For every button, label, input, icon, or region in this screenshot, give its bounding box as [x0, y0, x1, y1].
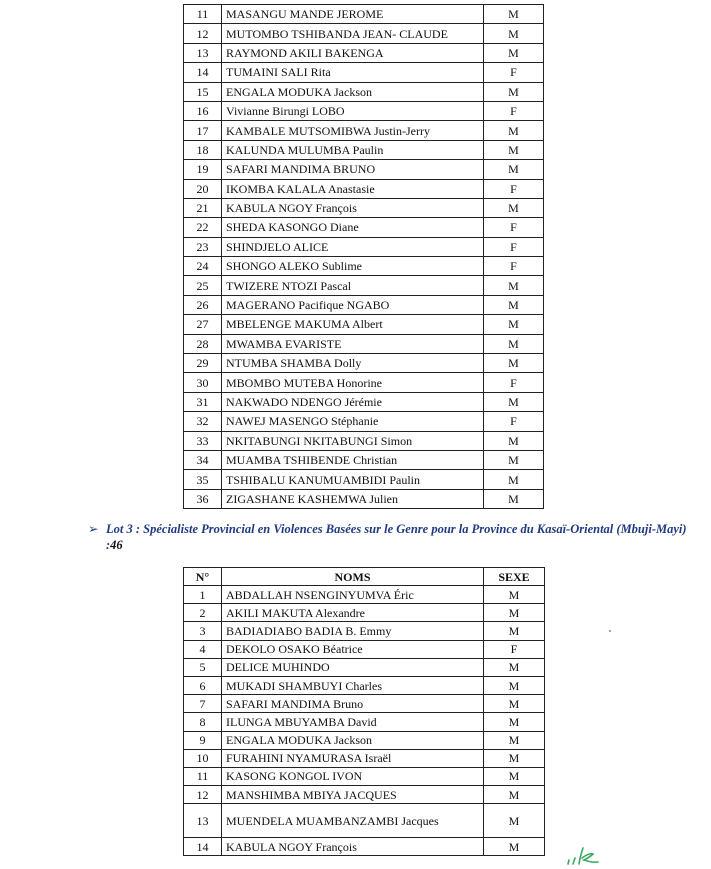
table-row: [184, 431, 544, 450]
row-sex: M: [484, 695, 545, 713]
table-row: [184, 695, 545, 713]
table-row: [184, 373, 544, 392]
row-sex: F: [484, 373, 544, 392]
row-sex: M: [484, 749, 545, 767]
table-row: [184, 412, 544, 431]
row-sex: M: [484, 622, 545, 640]
row-sex: M: [484, 731, 545, 749]
row-name: TSHIBALU KANUMUAMBIDI Paulin: [222, 470, 484, 489]
table-row: [184, 392, 544, 411]
row-name: SHONGO ALEKO Sublime: [222, 257, 484, 276]
row-number: 31: [184, 392, 222, 411]
row-sex: M: [484, 838, 545, 856]
row-number: 35: [184, 470, 222, 489]
row-name: MBELENGE MAKUMA Albert: [222, 315, 484, 334]
row-sex: M: [484, 392, 544, 411]
row-name: MUENDELA MUAMBANZAMBI Jacques: [222, 804, 484, 838]
row-number: 27: [184, 315, 222, 334]
row-number: 14: [184, 838, 222, 856]
handwritten-initials-icon: [566, 845, 608, 867]
row-number: 14: [184, 63, 222, 82]
table-row: [184, 218, 544, 237]
row-sex: M: [484, 43, 544, 62]
row-number: 32: [184, 412, 222, 431]
row-name: ZIGASHANE KASHEMWA Julien: [222, 489, 484, 508]
row-name: Vivianne Birungi LOBO: [222, 101, 484, 120]
row-name: NKITABUNGI NKITABUNGI Simon: [222, 431, 484, 450]
table-row: [184, 43, 544, 62]
row-number: 9: [184, 731, 222, 749]
row-name: BADIADIABO BADIA B. Emmy: [222, 622, 484, 640]
row-sex: F: [484, 63, 544, 82]
row-name: KASONG KONGOL IVON: [222, 767, 484, 785]
row-sex: F: [484, 218, 544, 237]
table-row: [184, 622, 545, 640]
row-name: ABDALLAH NSENGINYUMVA Éric: [222, 586, 484, 604]
row-name: MUTOMBO TSHIBANDA JEAN- CLAUDE: [222, 24, 484, 43]
table-row: [184, 838, 545, 856]
row-sex: M: [484, 767, 545, 785]
row-sex: F: [484, 257, 544, 276]
row-number: 30: [184, 373, 222, 392]
row-number: 2: [184, 604, 222, 622]
row-name: TUMAINI SALI Rita: [222, 63, 484, 82]
row-number: 16: [184, 101, 222, 120]
row-name: KABULA NGOY François: [222, 838, 484, 856]
row-sex: F: [484, 412, 544, 431]
table-row: [184, 101, 544, 120]
table-row: [184, 786, 545, 804]
row-sex: F: [484, 640, 545, 658]
table-row: [184, 713, 545, 731]
table-row: [184, 804, 545, 838]
row-number: 4: [184, 640, 222, 658]
table-row: [184, 749, 545, 767]
table-row: [184, 489, 544, 508]
row-sex: M: [484, 295, 544, 314]
table-row: [184, 586, 545, 604]
table-row: [184, 276, 544, 295]
row-name: SHINDJELO ALICE: [222, 237, 484, 256]
lot3-heading-text: Lot 3 : Spécialiste Provincial en Violences Basées sur le Genre pour la Province du Kasaï-Oriental (Mbuji-Mayi) :: [106, 522, 687, 552]
row-sex: M: [484, 489, 544, 508]
row-number: 21: [184, 198, 222, 217]
row-sex: M: [484, 160, 544, 179]
row-name: KALUNDA MULUMBA Paulin: [222, 140, 484, 159]
table-row: [184, 198, 544, 217]
row-number: 23: [184, 237, 222, 256]
row-number: 13: [184, 43, 222, 62]
row-number: 26: [184, 295, 222, 314]
table-row: [184, 160, 544, 179]
candidates-table-lot2-continued: [183, 4, 544, 509]
row-number: 8: [184, 713, 222, 731]
table-row: [184, 354, 544, 373]
row-number: 5: [184, 658, 222, 676]
row-name: MUKADI SHAMBUYI Charles: [222, 676, 484, 694]
table-row: [184, 179, 544, 198]
row-name: FURAHINI NYAMURASA Israël: [222, 749, 484, 767]
row-name: ILUNGA MBUYAMBA David: [222, 713, 484, 731]
table-row: [184, 658, 545, 676]
row-name: KAMBALE MUTSOMIBWA Justin-Jerry: [222, 121, 484, 140]
row-number: 29: [184, 354, 222, 373]
row-number: 18: [184, 140, 222, 159]
row-sex: M: [484, 315, 544, 334]
row-name: SHEDA KASONGO Diane: [222, 218, 484, 237]
scan-speck: [609, 630, 611, 632]
row-sex: M: [484, 431, 544, 450]
row-sex: M: [484, 198, 544, 217]
row-sex: M: [484, 470, 544, 489]
header-names: NOMS: [222, 568, 484, 586]
row-number: 1: [184, 586, 222, 604]
table-row: [184, 731, 545, 749]
table-row: [184, 767, 545, 785]
row-sex: M: [484, 786, 545, 804]
table-row: [184, 450, 544, 469]
row-sex: M: [484, 334, 544, 353]
table-row: [184, 24, 544, 43]
row-number: 36: [184, 489, 222, 508]
row-number: 11: [184, 5, 222, 24]
row-sex: M: [484, 713, 545, 731]
table-row: [184, 640, 545, 658]
candidates-table-lot3: [183, 567, 545, 856]
row-name: SAFARI MANDIMA BRUNO: [222, 160, 484, 179]
row-sex: M: [484, 450, 544, 469]
row-sex: M: [484, 276, 544, 295]
table-row: [184, 82, 544, 101]
row-number: 17: [184, 121, 222, 140]
row-name: RAYMOND AKILI BAKENGA: [222, 43, 484, 62]
row-number: 22: [184, 218, 222, 237]
row-sex: M: [484, 586, 545, 604]
row-sex: M: [484, 82, 544, 101]
row-number: 3: [184, 622, 222, 640]
row-number: 20: [184, 179, 222, 198]
table-row: [184, 295, 544, 314]
row-name: NAWEJ MASENGO Stéphanie: [222, 412, 484, 431]
table-row: [184, 334, 544, 353]
row-sex: M: [484, 804, 545, 838]
row-name: AKILI MAKUTA Alexandre: [222, 604, 484, 622]
row-sex: F: [484, 237, 544, 256]
row-number: 6: [184, 676, 222, 694]
row-sex: M: [484, 5, 544, 24]
row-name: TWIZERE NTOZI Pascal: [222, 276, 484, 295]
row-name: IKOMBA KALALA Anastasie: [222, 179, 484, 198]
row-number: 28: [184, 334, 222, 353]
row-number: 24: [184, 257, 222, 276]
row-name: ENGALA MODUKA Jackson: [222, 82, 484, 101]
row-name: MWAMBA EVARISTE: [222, 334, 484, 353]
row-name: MAGERANO Pacifique NGABO: [222, 295, 484, 314]
row-number: 11: [184, 767, 222, 785]
row-sex: F: [484, 101, 544, 120]
table-row: [184, 257, 544, 276]
arrow-bullet-icon: ➢: [88, 522, 99, 536]
table-row: [184, 5, 544, 24]
table-row: [184, 121, 544, 140]
row-sex: M: [484, 121, 544, 140]
table-row: [184, 315, 544, 334]
lot3-heading: [88, 521, 688, 553]
table-header-row: [184, 568, 545, 586]
table-row: [184, 63, 544, 82]
table-row: [184, 237, 544, 256]
row-name: MBOMBO MUTEBA Honorine: [222, 373, 484, 392]
row-number: 25: [184, 276, 222, 295]
row-number: 19: [184, 160, 222, 179]
row-name: ENGALA MODUKA Jackson: [222, 731, 484, 749]
row-sex: M: [484, 658, 545, 676]
header-sex: SEXE: [484, 568, 545, 586]
row-name: MANSHIMBA MBIYA JACQUES: [222, 786, 484, 804]
row-name: SAFARI MANDIMA Bruno: [222, 695, 484, 713]
row-sex: F: [484, 179, 544, 198]
row-name: DEKOLO OSAKO Béatrice: [222, 640, 484, 658]
row-number: 34: [184, 450, 222, 469]
table-row: [184, 604, 545, 622]
row-name: MUAMBA TSHIBENDE Christian: [222, 450, 484, 469]
row-number: 33: [184, 431, 222, 450]
table-row: [184, 676, 545, 694]
table-row: [184, 140, 544, 159]
row-number: 13: [184, 804, 222, 838]
row-number: 12: [184, 786, 222, 804]
row-sex: M: [484, 604, 545, 622]
row-name: MASANGU MANDE JEROME: [222, 5, 484, 24]
row-number: 15: [184, 82, 222, 101]
row-name: KABULA NGOY François: [222, 198, 484, 217]
row-sex: M: [484, 354, 544, 373]
row-name: NAKWADO NDENGO Jérémie: [222, 392, 484, 411]
row-sex: M: [484, 24, 544, 43]
row-name: NTUMBA SHAMBA Dolly: [222, 354, 484, 373]
table-row: [184, 470, 544, 489]
lot3-candidate-count: 46: [110, 538, 123, 552]
row-name: DELICE MUHINDO: [222, 658, 484, 676]
row-sex: M: [484, 140, 544, 159]
row-number: 10: [184, 749, 222, 767]
row-number: 7: [184, 695, 222, 713]
header-number: N°: [184, 568, 222, 586]
row-number: 12: [184, 24, 222, 43]
row-sex: M: [484, 676, 545, 694]
